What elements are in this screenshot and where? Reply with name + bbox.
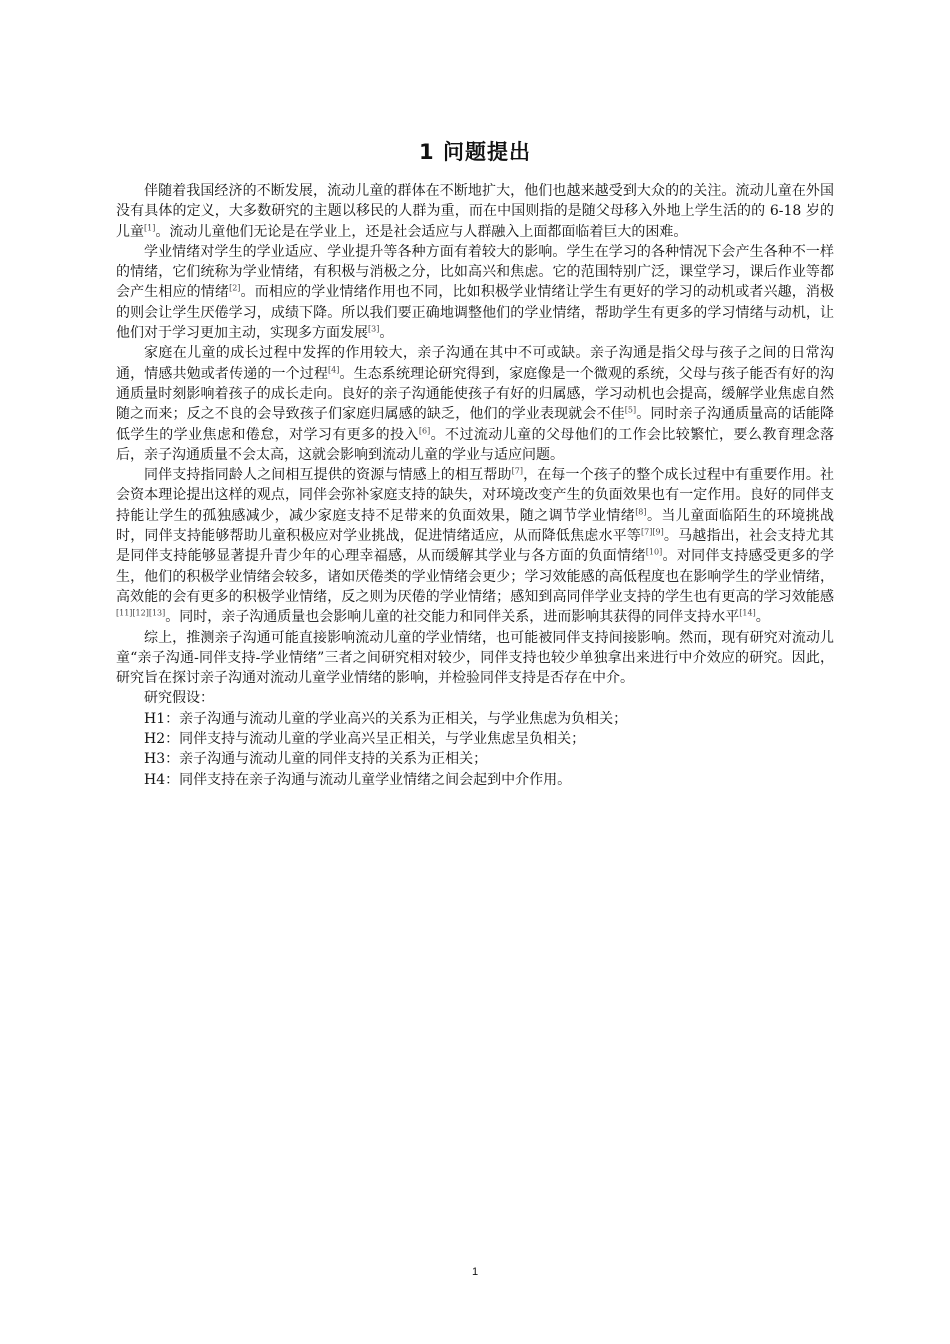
hypotheses-heading: 研究假设： [144, 690, 214, 707]
hypothesis-item: H4：同伴支持在亲子沟通与流动儿童学业情绪之间会起到中介作用。 [144, 771, 572, 788]
hypothesis-item: H1：亲子沟通与流动儿童的学业高兴的关系为正相关，与学业焦虑为负相关； [144, 710, 628, 727]
paragraph-list [116, 181, 834, 688]
citation-reference: [3] [368, 324, 380, 334]
paragraph-text: 综上，推测亲子沟通可能直接影响流动儿童的学业情绪，也可能被同伴支持间接影响。然而，现有研究对流动儿童“亲子沟通-同伴支持-学业情绪”三者之间研究相对较少，同伴支持也较少单独拿出来进行中介效应的研究。因此，研究旨在探讨亲子沟通对流动儿童学业情绪的影响，并检验同伴支持是否存在中介。 [116, 629, 834, 687]
paragraph-text: 。同时亲子沟通质量高的话能降低学生的学业焦虑和倦怠，对学习有更多的投入 [116, 406, 835, 443]
body-paragraph [116, 181, 834, 242]
citation-reference: [11][12][13] [116, 608, 166, 618]
body-text [116, 181, 834, 790]
hypotheses-list [116, 709, 834, 790]
citation-reference: [1] [144, 222, 156, 232]
hypothesis-item: H2：同伴支持与流动儿童的学业高兴呈正相关，与学业焦虑呈负相关； [144, 731, 586, 748]
paragraph-text: 同伴支持指同龄人之间相互提供的资源与情感上的相互帮助 [144, 467, 512, 484]
paragraph-text: 。 [379, 325, 394, 342]
citation-reference: [7][9] [641, 527, 664, 537]
hypothesis-item: H3：亲子沟通与流动儿童的同伴支持的关系为正相关； [144, 751, 488, 768]
paragraph-text: 学业情绪对学生的学业适应、学业提升等各种方面有着较大的影响。学生在学习的各种情况下会产生各种不一样的情绪，它们统称为学业情绪，有积极与消极之分，比如高兴和焦虑。它的范围特别广泛，课堂学习，课后作业等都会产生相应的情绪 [116, 243, 834, 301]
paragraph-text: 。而相应的学业情绪作用也不同，比如积极学业情绪让学生有更好的学习的动机或者兴趣，消极的则会让学生厌倦学习，成绩下降。所以我们要正确地调整他们的学业情绪，帮助学生有更多的学习情绪与动机，让他们对于学习更加主动，实现多方面发展 [116, 284, 835, 342]
paragraph-text: 家庭在儿童的成长过程中发挥的作用较大，亲子沟通在其中不可或缺。亲子沟通是指父母与孩子之间的日常沟通，情感共勉或者传递的一个过程 [116, 345, 834, 382]
citation-reference: [8] [635, 507, 647, 517]
paragraph-text: ，在每一个孩子的整个成长过程中有重要作用。社会资本理论提出这样的观点，同伴会弥补家庭支持的缺失，对环境改变产生的负面效果也有一定作用。良好的同伴支持能让学生的孤独感减少，减少家庭支持不足带来的负面效果，随之调节学业情绪 [116, 467, 835, 524]
paragraph-text: 。不过流动儿童的父母他们的工作会比较繁忙，要么教育理念落后，亲子沟通质量不会太高，这就会影响到流动儿童的学业与适应问题。 [116, 426, 835, 463]
page-number: 1 [471, 1266, 479, 1278]
citation-reference: [7] [511, 466, 523, 476]
body-paragraph [116, 465, 834, 627]
citation-reference: [14] [739, 608, 756, 618]
paragraph-text: 。 [755, 609, 770, 626]
citation-reference: [5] [624, 405, 637, 415]
section-title: 1 问题提出 [419, 140, 531, 164]
paragraph-text: 。当儿童面临陌生的环境挑战时，同伴支持能够帮助儿童积极应对学业挑战，促进情绪适应，从而降低焦虑水平等 [116, 507, 835, 545]
paragraph-text: 。生态系统理论研究得到，家庭像是一个微观的系统，父母与孩子能否有好的沟通质量时刻影响着孩子的成长走向。良好的亲子沟通能使孩子有好的归属感，学习动机也会提高，缓解学业焦虑自然随之而来；反之不良的会导致孩子们家庭归属感的缺乏，他们的学业表现就会不佳 [116, 365, 835, 423]
paragraph-text: 。马越指出，社会支持尤其是同伴支持能够显著提升青少年的心理幸福感，从而缓解其学业与各方面的负面情绪 [116, 528, 835, 565]
body-paragraph [116, 343, 834, 465]
citation-reference: [2] [229, 283, 241, 293]
paragraph-text: 。流动儿童他们无论是在学业上，还是社会适应与人群融入上面都面临着巨大的困难。 [155, 223, 688, 240]
citation-reference: [4] [328, 365, 340, 375]
citation-reference: [6] [418, 425, 431, 435]
body-paragraph [116, 242, 834, 343]
paragraph-text: 。对同伴支持感受更多的学生，他们的积极学业情绪会较多，诸如厌倦类的学业情绪会更少；学习效能感的高低程度也在影响学生的学业情绪，高效能的会有更多的积极学业情绪，反之则为厌倦的学业情绪；感知到高同伴学业支持的学生也有更高的学习效能感 [116, 548, 835, 605]
paragraph-text: 伴随着我国经济的不断发展，流动儿童的群体在不断地扩大，他们也越来越受到大众的的关注。流动儿童在外国没有具体的定义，大多数研究的主题以移民的人群为重，而在中国则指的是随父母移入外地上学生活的的 6-18 岁的儿童 [116, 183, 834, 240]
citation-reference: [10] [645, 547, 663, 557]
paragraph-text: 。同时，亲子沟通质量也会影响儿童的社交能力和同伴关系，进而影响其获得的同伴支持水平 [165, 609, 740, 626]
body-paragraph [116, 628, 834, 689]
